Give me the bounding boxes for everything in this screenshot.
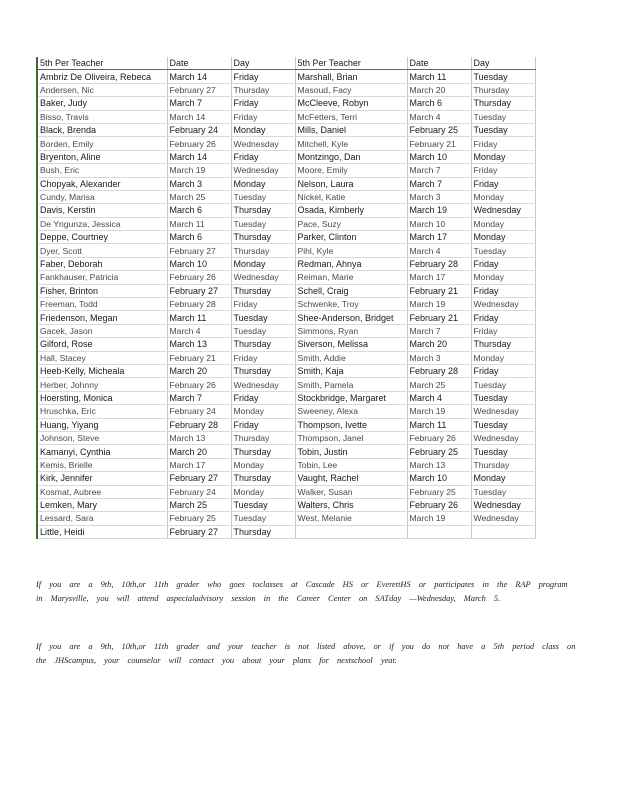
date-cell: March 19 [167, 164, 231, 177]
day-cell-2: Monday [471, 190, 535, 203]
date-cell: February 27 [167, 83, 231, 96]
day-cell-2: Monday [471, 472, 535, 485]
table-row [37, 498, 535, 511]
date-cell-2: March 4 [407, 391, 471, 404]
table-row [37, 525, 535, 538]
table-row [37, 257, 535, 270]
day-cell-2: Thursday [471, 83, 535, 96]
teacher-cell: Dyer, Scott [37, 244, 167, 257]
teacher-cell-2: Vaught, Rachel [295, 472, 407, 485]
table-row [37, 338, 535, 351]
date-cell-2: February 21 [407, 137, 471, 150]
teacher-cell: Andersen, Nic [37, 83, 167, 96]
teacher-cell-2: Marshall, Brian [295, 70, 407, 83]
date-cell: March 6 [167, 204, 231, 217]
teacher-cell-2: Mills, Daniel [295, 123, 407, 136]
date-cell-2: March 4 [407, 244, 471, 257]
date-cell-2: March 13 [407, 458, 471, 471]
day-cell-2: Friday [471, 177, 535, 190]
date-cell-2: March 20 [407, 338, 471, 351]
table-row [37, 190, 535, 203]
table-row [37, 177, 535, 190]
teacher-cell-2: Nelson, Laura [295, 177, 407, 190]
teacher-cell: Kosmat, Aubree [37, 485, 167, 498]
teacher-cell-2: McFetters, Terri [295, 110, 407, 123]
table-row [37, 164, 535, 177]
day-cell-2 [471, 525, 535, 538]
date-cell: February 21 [167, 351, 231, 364]
table-row [37, 204, 535, 217]
rap-program-note: If you are a 9th, 10th,or 11th grader who goes toclasses at Cascade HS or EverettHS or participates in the RAP program in Marysville, you will attend aspecialadvisory session in the Career Center on SATday —Wednesday, March 5. [36, 580, 568, 603]
day-cell-2: Monday [471, 217, 535, 230]
date-cell-2: March 19 [407, 405, 471, 418]
day-cell: Friday [231, 418, 295, 431]
teacher-cell: Fisher, Brinton [37, 284, 167, 297]
date-cell: February 24 [167, 405, 231, 418]
teacher-cell-2: Tobin, Justin [295, 445, 407, 458]
day-cell: Thursday [231, 364, 295, 377]
day-cell: Tuesday [231, 217, 295, 230]
day-cell: Friday [231, 110, 295, 123]
day-cell: Wednesday [231, 378, 295, 391]
table-row [37, 217, 535, 230]
table-row [37, 405, 535, 418]
day-cell-2: Monday [471, 150, 535, 163]
date-cell-2: March 10 [407, 472, 471, 485]
day-cell-2: Tuesday [471, 110, 535, 123]
day-cell-2: Thursday [471, 458, 535, 471]
day-cell-2: Tuesday [471, 378, 535, 391]
teacher-cell: Gilford, Rose [37, 338, 167, 351]
date-cell: March 20 [167, 364, 231, 377]
day-cell-2: Wednesday [471, 498, 535, 511]
teacher-cell-2: Reiman, Marie [295, 271, 407, 284]
day-cell-2: Friday [471, 284, 535, 297]
teacher-cell-2: McCleeve, Robyn [295, 97, 407, 110]
header-teacher: 5th Per Teacher [37, 57, 167, 70]
day-cell-2: Friday [471, 364, 535, 377]
header-teacher-2: 5th Per Teacher [295, 57, 407, 70]
date-cell: March 14 [167, 110, 231, 123]
table-row [37, 458, 535, 471]
teacher-cell: Faber, Deborah [37, 257, 167, 270]
teacher-cell-2: Siverson, Melissa [295, 338, 407, 351]
date-cell: February 26 [167, 378, 231, 391]
day-cell: Friday [231, 298, 295, 311]
teacher-cell-2: Thompson, Janel [295, 431, 407, 444]
date-cell: March 17 [167, 458, 231, 471]
teacher-cell: Kemis, Brielle [37, 458, 167, 471]
teacher-cell: Friedenson, Megan [37, 311, 167, 324]
date-cell-2: March 11 [407, 70, 471, 83]
teacher-cell-2: Nickel, Katie [295, 190, 407, 203]
teacher-cell: Kirk, Jennifer [37, 472, 167, 485]
table-row [37, 150, 535, 163]
day-cell-2: Wednesday [471, 298, 535, 311]
table-row [37, 391, 535, 404]
teacher-cell: Bisso, Travis [37, 110, 167, 123]
date-cell-2: February 21 [407, 284, 471, 297]
day-cell-2: Friday [471, 311, 535, 324]
teacher-cell-2: Osada, Kimberly [295, 204, 407, 217]
teacher-cell-2: Smith, Addie [295, 351, 407, 364]
date-cell-2: February 21 [407, 311, 471, 324]
date-cell: February 25 [167, 512, 231, 525]
day-cell-2: Friday [471, 257, 535, 270]
day-cell-2: Wednesday [471, 512, 535, 525]
date-cell: February 28 [167, 418, 231, 431]
teacher-cell-2: Montzingo, Dan [295, 150, 407, 163]
day-cell: Monday [231, 458, 295, 471]
teacher-cell-2 [295, 525, 407, 538]
date-cell-2: February 25 [407, 485, 471, 498]
header-date-2: Date [407, 57, 471, 70]
teacher-cell-2: Pihl, Kyle [295, 244, 407, 257]
day-cell: Thursday [231, 204, 295, 217]
teacher-cell-2: Schell, Craig [295, 284, 407, 297]
date-cell-2: March 7 [407, 324, 471, 337]
teacher-cell: Ambriz De Oliveira, Rebeca [37, 70, 167, 83]
date-cell: March 11 [167, 217, 231, 230]
table-row [37, 512, 535, 525]
date-cell-2: March 4 [407, 110, 471, 123]
teacher-cell-2: Shee-Anderson, Bridget [295, 311, 407, 324]
teacher-cell-2: Thompson, Ivette [295, 418, 407, 431]
teacher-cell: Cundy, Marisa [37, 190, 167, 203]
table-row [37, 364, 535, 377]
day-cell-2: Tuesday [471, 70, 535, 83]
teacher-cell-2: Simmons, Ryan [295, 324, 407, 337]
teacher-cell-2: Tobin, Lee [295, 458, 407, 471]
day-cell-2: Tuesday [471, 485, 535, 498]
teacher-cell: Herber, Johnny [37, 378, 167, 391]
day-cell-2: Friday [471, 164, 535, 177]
day-cell: Friday [231, 391, 295, 404]
teacher-cell: Deppe, Courtney [37, 231, 167, 244]
teacher-cell: Chopyak, Alexander [37, 177, 167, 190]
teacher-cell: Gacek, Jason [37, 324, 167, 337]
teacher-cell: De Yngunza, Jessica [37, 217, 167, 230]
day-cell: Tuesday [231, 324, 295, 337]
day-cell-2: Tuesday [471, 123, 535, 136]
day-cell: Thursday [231, 525, 295, 538]
day-cell: Tuesday [231, 498, 295, 511]
date-cell: March 11 [167, 311, 231, 324]
day-cell: Tuesday [231, 311, 295, 324]
teacher-cell: Kamanyi, Cynthia [37, 445, 167, 458]
teacher-cell: Little, Heidi [37, 525, 167, 538]
header-row [37, 57, 535, 70]
date-cell: February 27 [167, 244, 231, 257]
date-cell: March 13 [167, 338, 231, 351]
table-row [37, 231, 535, 244]
header-day: Day [231, 57, 295, 70]
table-row [37, 472, 535, 485]
date-cell-2: March 7 [407, 164, 471, 177]
teacher-cell-2: Masoud, Facy [295, 83, 407, 96]
day-cell-2: Tuesday [471, 418, 535, 431]
teacher-cell: Bush, Eric [37, 164, 167, 177]
day-cell: Monday [231, 123, 295, 136]
date-cell-2: March 10 [407, 150, 471, 163]
teacher-cell-2: Parker, Clinton [295, 231, 407, 244]
date-cell-2: March 20 [407, 83, 471, 96]
teacher-cell: Hall, Stacey [37, 351, 167, 364]
table-row [37, 298, 535, 311]
day-cell: Friday [231, 97, 295, 110]
teacher-cell: Johnson, Steve [37, 431, 167, 444]
date-cell: February 27 [167, 472, 231, 485]
day-cell-2: Monday [471, 231, 535, 244]
day-cell: Thursday [231, 431, 295, 444]
teacher-cell-2: West, Melanie [295, 512, 407, 525]
day-cell-2: Thursday [471, 97, 535, 110]
day-cell-2: Thursday [471, 338, 535, 351]
date-cell: February 26 [167, 271, 231, 284]
table-row [37, 244, 535, 257]
date-cell: March 13 [167, 431, 231, 444]
date-cell-2: March 19 [407, 204, 471, 217]
date-cell: February 24 [167, 123, 231, 136]
day-cell: Thursday [231, 472, 295, 485]
date-cell: March 7 [167, 97, 231, 110]
day-cell: Thursday [231, 338, 295, 351]
day-cell: Thursday [231, 244, 295, 257]
table-row [37, 324, 535, 337]
header-day-2: Day [471, 57, 535, 70]
date-cell: March 14 [167, 70, 231, 83]
teacher-cell: Lemken, Mary [37, 498, 167, 511]
date-cell-2: March 17 [407, 271, 471, 284]
teacher-cell-2: Walters, Chris [295, 498, 407, 511]
table-body [37, 70, 535, 539]
day-cell-2: Tuesday [471, 391, 535, 404]
day-cell: Friday [231, 70, 295, 83]
date-cell: March 3 [167, 177, 231, 190]
date-cell-2: March 19 [407, 512, 471, 525]
teacher-cell: Heeb-Kelly, Micheala [37, 364, 167, 377]
day-cell: Thursday [231, 445, 295, 458]
teacher-cell-2: Schwenke, Troy [295, 298, 407, 311]
date-cell-2: March 3 [407, 351, 471, 364]
date-cell: February 27 [167, 284, 231, 297]
date-cell-2: March 10 [407, 217, 471, 230]
date-cell-2: February 26 [407, 498, 471, 511]
date-cell-2: March 25 [407, 378, 471, 391]
teacher-cell: Huang, Yiyang [37, 418, 167, 431]
table-row [37, 271, 535, 284]
advisory-schedule-table [36, 57, 536, 539]
date-cell-2: February 25 [407, 445, 471, 458]
date-cell: February 26 [167, 137, 231, 150]
day-cell-2: Tuesday [471, 445, 535, 458]
header-date: Date [167, 57, 231, 70]
date-cell-2: March 3 [407, 190, 471, 203]
teacher-cell: Fankhauser, Patricia [37, 271, 167, 284]
teacher-cell-2: Pace, Suzy [295, 217, 407, 230]
teacher-cell: Baker, Judy [37, 97, 167, 110]
table-row [37, 83, 535, 96]
day-cell: Friday [231, 150, 295, 163]
counselor-note: If you are a 9th, 10th,or 11th grader and your teacher is not listed above, or if you do not have a 5th period class on the JHScampus, your counselor will contact you about your plans for nextschool year. [36, 642, 576, 665]
date-cell-2: March 11 [407, 418, 471, 431]
teacher-cell: Black, Brenda [37, 123, 167, 136]
teacher-cell-2: Walker, Susan [295, 485, 407, 498]
teacher-cell-2: Smith, Pamela [295, 378, 407, 391]
day-cell-2: Monday [471, 351, 535, 364]
table-row [37, 311, 535, 324]
table-row [37, 110, 535, 123]
day-cell-2: Wednesday [471, 204, 535, 217]
date-cell-2: March 19 [407, 298, 471, 311]
day-cell-2: Friday [471, 137, 535, 150]
day-cell: Friday [231, 351, 295, 364]
date-cell: February 28 [167, 298, 231, 311]
teacher-cell: Freeman, Todd [37, 298, 167, 311]
table-row [37, 70, 535, 83]
teacher-cell-2: Mitchell, Kyle [295, 137, 407, 150]
day-cell: Thursday [231, 231, 295, 244]
date-cell: March 25 [167, 190, 231, 203]
table-row [37, 418, 535, 431]
date-cell-2: March 7 [407, 177, 471, 190]
table-row [37, 485, 535, 498]
day-cell: Wednesday [231, 164, 295, 177]
day-cell-2: Monday [471, 271, 535, 284]
table-row [37, 431, 535, 444]
day-cell-2: Wednesday [471, 431, 535, 444]
day-cell: Wednesday [231, 271, 295, 284]
table-row [37, 351, 535, 364]
date-cell-2: February 25 [407, 123, 471, 136]
date-cell-2: March 17 [407, 231, 471, 244]
date-cell-2: March 6 [407, 97, 471, 110]
table-row [37, 137, 535, 150]
teacher-cell: Hoersting, Monica [37, 391, 167, 404]
day-cell: Monday [231, 257, 295, 270]
day-cell: Monday [231, 485, 295, 498]
date-cell: March 10 [167, 257, 231, 270]
teacher-cell-2: Moore, Emily [295, 164, 407, 177]
day-cell: Thursday [231, 83, 295, 96]
date-cell: March 6 [167, 231, 231, 244]
teacher-cell: Davis, Kerstin [37, 204, 167, 217]
table-row [37, 97, 535, 110]
date-cell-2: February 28 [407, 257, 471, 270]
table-row [37, 284, 535, 297]
date-cell: March 20 [167, 445, 231, 458]
date-cell: March 25 [167, 498, 231, 511]
teacher-cell: Borden, Emily [37, 137, 167, 150]
date-cell: March 7 [167, 391, 231, 404]
teacher-cell: Hruschka, Eric [37, 405, 167, 418]
teacher-cell-2: Smith, Kaja [295, 364, 407, 377]
table-row [37, 123, 535, 136]
date-cell-2 [407, 525, 471, 538]
date-cell: March 14 [167, 150, 231, 163]
day-cell: Monday [231, 405, 295, 418]
day-cell-2: Wednesday [471, 405, 535, 418]
table-row [37, 445, 535, 458]
teacher-cell: Lessard, Sara [37, 512, 167, 525]
day-cell: Tuesday [231, 512, 295, 525]
date-cell: February 24 [167, 485, 231, 498]
date-cell-2: February 28 [407, 364, 471, 377]
day-cell: Thursday [231, 284, 295, 297]
day-cell-2: Tuesday [471, 244, 535, 257]
teacher-cell-2: Redman, Ahnya [295, 257, 407, 270]
teacher-cell-2: Stockbridge, Margaret [295, 391, 407, 404]
date-cell-2: February 26 [407, 431, 471, 444]
day-cell: Wednesday [231, 137, 295, 150]
teacher-cell: Bryenton, Aline [37, 150, 167, 163]
date-cell: March 4 [167, 324, 231, 337]
table-row [37, 378, 535, 391]
day-cell: Tuesday [231, 190, 295, 203]
day-cell: Monday [231, 177, 295, 190]
teacher-cell-2: Sweeney, Alexa [295, 405, 407, 418]
day-cell-2: Friday [471, 324, 535, 337]
date-cell: February 27 [167, 525, 231, 538]
